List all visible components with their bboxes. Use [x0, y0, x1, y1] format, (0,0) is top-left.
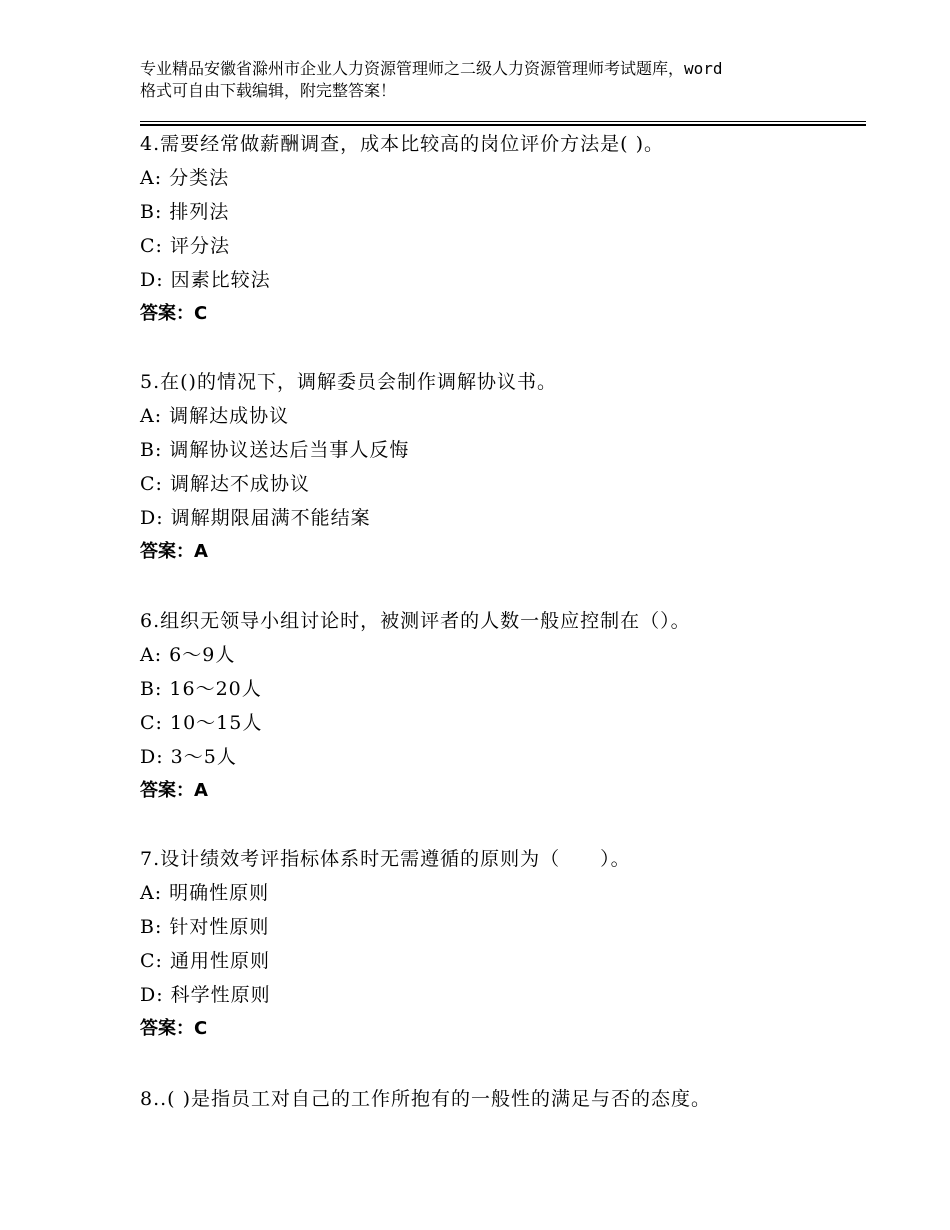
question-5-option-b: B: 调解协议送达后当事人反悔 [140, 439, 410, 461]
document-header [140, 58, 830, 102]
question-5-stem: 5.在()的情况下，调解委员会制作调解协议书。 [140, 371, 557, 393]
question-4-option-d: D: 因素比较法 [140, 269, 271, 291]
question-7-answer: 答案：C [140, 1018, 208, 1039]
question-7-option-a: A: 明确性原则 [140, 882, 270, 904]
header-divider-thick [140, 124, 866, 126]
question-4-answer: 答案：C [140, 303, 208, 324]
question-4-option-c: C: 评分法 [140, 235, 230, 257]
question-4-stem: 4.需要经常做薪酬调查，成本比较高的岗位评价方法是( )。 [140, 133, 664, 155]
question-6-option-b: B: 16～20人 [140, 678, 262, 700]
question-7-option-b: B: 针对性原则 [140, 916, 270, 938]
question-6-option-d: D: 3～5人 [140, 746, 237, 768]
question-6-stem: 6.组织无领导小组讨论时，被测评者的人数一般应控制在（）。 [140, 610, 691, 632]
question-5-answer: 答案：A [140, 541, 208, 562]
question-5-option-a: A: 调解达成协议 [140, 405, 290, 427]
header-title-line-2: 格式可自由下载编辑，附完整答案！ [140, 81, 397, 100]
question-7-option-d: D: 科学性原则 [140, 984, 271, 1006]
question-7-stem: 7.设计绩效考评指标体系时无需遵循的原则为（ ）。 [140, 848, 631, 870]
question-6-option-a: A: 6～9人 [140, 644, 236, 666]
header-title-line-1: 专业精品安徽省滁州市企业人力资源管理师之二级人力资源管理师考试题库，word [140, 59, 723, 78]
question-6-answer: 答案：A [140, 780, 208, 801]
question-4-option-a: A: 分类法 [140, 167, 230, 189]
header-divider-thin [140, 121, 866, 122]
question-5-option-d: D: 调解期限届满不能结案 [140, 507, 371, 529]
question-7-option-c: C: 通用性原则 [140, 950, 270, 972]
question-8-stem: 8..( )是指员工对自己的工作所抱有的一般性的满足与否的态度。 [140, 1088, 712, 1110]
question-6-option-c: C: 10～15人 [140, 712, 263, 734]
question-5-option-c: C: 调解达不成协议 [140, 473, 310, 495]
question-4-option-b: B: 排列法 [140, 201, 230, 223]
